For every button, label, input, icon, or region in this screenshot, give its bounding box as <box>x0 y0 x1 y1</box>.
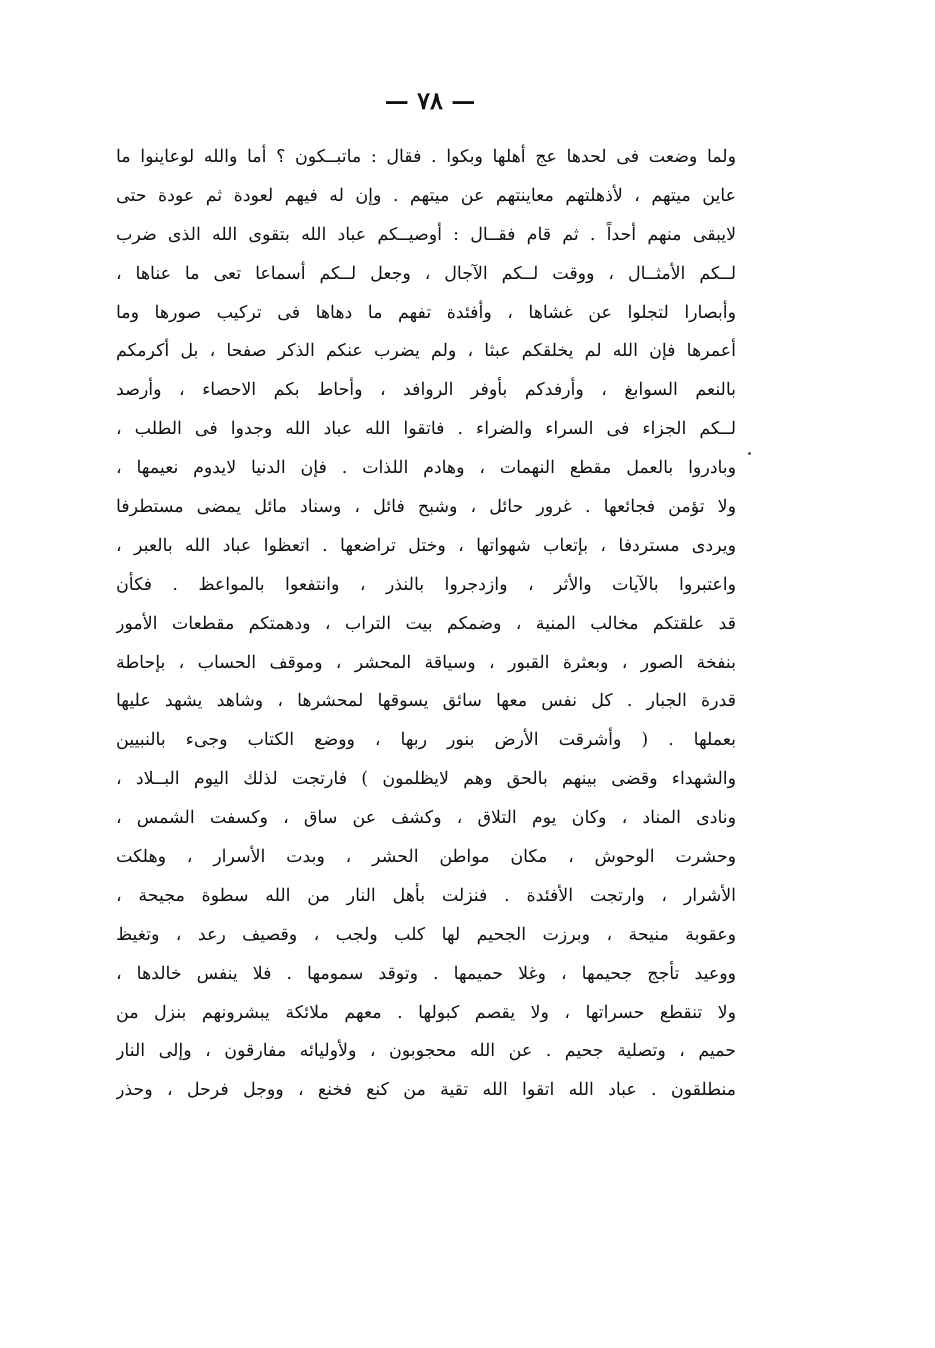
text-line: بالنعم السوابغ ، وأرفدكم بأوفر الروافد ، وأحاط بكم الاحصاء ، وأرصد <box>116 380 736 401</box>
text-line: وبادروا بالعمل مقطع النهمات ، وهادم اللذات . فإن الدنيا لايدوم نعيمها ، <box>116 458 736 479</box>
text-line: بعملها . ( وأشرقت الأرض بنور ربها ، ووضع الكتاب وجىء بالنبيين <box>116 730 736 751</box>
text-line: والشهداء وقضى بينهم بالحق وهم لايظلمون ) فارتجت لذلك اليوم البــلاد ، <box>116 769 736 790</box>
text-line: ولما وضعت فى لحدها عج أهلها وبكوا . فقال : ماتبــكون ؟ أما والله لوعاينوا ما <box>116 147 736 167</box>
text-line: بنفخة الصور ، وبعثرة القبور ، وسياقة المحشر ، وموقف الحساب ، بإحاطة <box>116 652 736 673</box>
text-line: عاين ميتهم ، لأذهلتهم معاينتهم عن ميتهم . وإن له فيهم لعودة ثم عودة حتى <box>116 185 736 206</box>
text-line: حميم ، وتصلية جحيم . عن الله محجوبون ، ولأوليائه مفارقون ، وإلى النار <box>116 1041 736 1062</box>
text-line: ولا تنقطع حسراتها ، ولا يقصم كبولها . معهم ملائكة يبشرونهم بنزل من <box>116 1002 736 1023</box>
text-line: وأبصارا لتجلوا عن غشاها ، وأفئدة تفهم ما دهاها فى تركيب صورها وما <box>116 302 736 323</box>
text-line: قدرة الجبار . كل نفس معها سائق يسوقها لمحشرها ، وشاهد يشهد عليها <box>116 691 736 712</box>
page-body-text <box>116 138 736 1110</box>
text-line: وحشرت الوحوش ، مكان مواطن الحشر ، وبدت الأسرار ، وهلكت <box>116 847 736 868</box>
print-speck <box>748 452 751 455</box>
text-line: وعقوبة منيحة ، وبرزت الجحيم لها كلب ولجب ، وقصيف رعد ، وتغيظ <box>116 924 736 945</box>
text-line: ووعيد تأجج جحيمها ، وغلا حميمها . وتوقد سمومها . فلا ينفس خالدها ، <box>116 963 736 984</box>
text-line: لايبقى منهم أحداً . ثم قام فقــال : أوصيــكم عباد الله بتقوى الله الذى ضرب <box>116 224 736 245</box>
page-number: — ٧٨ — <box>384 86 476 115</box>
text-line: ولا تؤمن فجائعها . غرور حائل ، وشبح فائل ، وسناد مائل يمضى مستطرفا <box>116 497 736 518</box>
text-line: قد علقتكم مخالب المنية ، وضمكم بيت التراب ، ودهمتكم مقطعات الأمور <box>116 613 736 634</box>
text-line: ويردى مستردفا ، بإتعاب شهواتها ، وختل تراضعها . اتعظوا عباد الله بالعبر ، <box>116 535 736 556</box>
text-line: لــكم الجزاء فى السراء والضراء . فاتقوا الله عباد الله وجدوا فى الطلب ، <box>116 419 736 440</box>
text-line: منطلقون . عباد الله اتقوا الله تقية من كنع فخنع ، ووجل فرحل ، وحذر <box>116 1080 736 1101</box>
text-line: الأشرار ، وارتجت الأفئدة . فنزلت بأهل النار من الله سطوة مجيحة ، <box>116 885 736 906</box>
text-line: واعتبروا بالآيات والأثر ، وازدجروا بالنذر ، وانتفعوا بالمواعظ . فكأن <box>116 574 736 595</box>
text-line: أعمرها فإن الله لم يخلقكم عبثا ، ولم يضرب عنكم الذكر صفحا ، بل أكرمكم <box>116 341 736 362</box>
text-line: ونادى المناد ، وكان يوم التلاق ، وكشف عن ساق ، وكسفت الشمس ، <box>116 808 736 829</box>
text-line: لــكم الأمثــال ، ووقت لــكم الآجال ، وجعل لــكم أسماعا تعى ما عناها ، <box>116 263 736 284</box>
